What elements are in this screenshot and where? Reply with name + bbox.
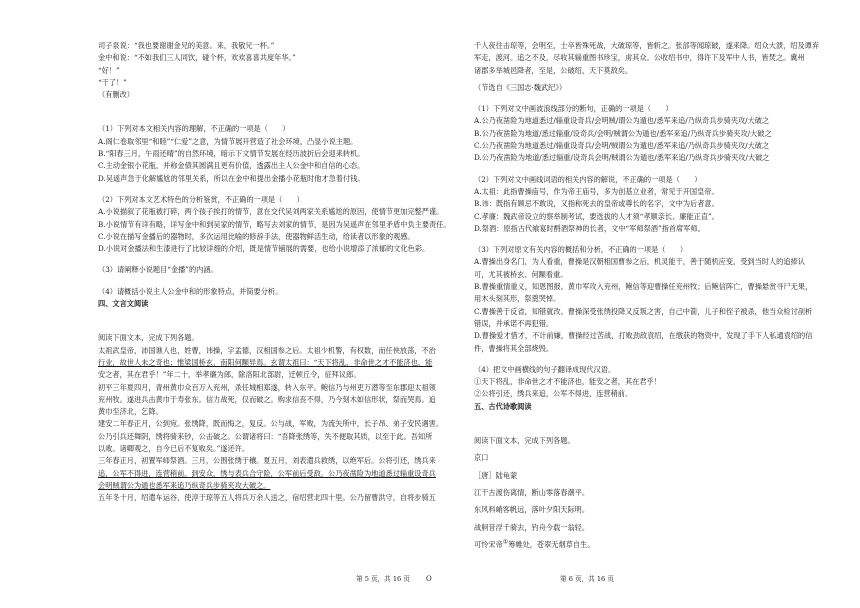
poem-line-start: 可怜宋帝 — [474, 539, 503, 549]
option: C.孝廉：魏武帝设立的察举制考试，要选拔的人才须“孝顺亲长、廉能正直”。 — [474, 211, 719, 221]
option: 可，尤其被桥玄、何颙看重。 — [474, 269, 568, 279]
question-stem: （2）下列对文中画线词语的相关内容的解说，不正确的一项是（ ） — [474, 174, 702, 184]
option: 用木头刻其形，祭奠哭悼。 — [474, 294, 561, 304]
translation-item: ①天下将乱，非命世之才不能济也，能安之者，其在君乎！ — [474, 377, 661, 387]
text-line: 金中和说：“不如我们三人同饮，碰个杯，欢欢喜喜共度年华。” — [98, 53, 296, 63]
passage-line: 行业，故世人未之奇也；惟梁国桥玄、南阳何颙异焉。玄谓太祖曰：“天下将乱，非命世之才不能济也，能 — [98, 357, 433, 367]
section-heading: 四、文言文阅读 — [98, 299, 149, 309]
passage-line: 诸郡多举城邑降者，至是，公破绍，天下莫敌矣。 — [474, 65, 633, 75]
passage-continuation — [474, 40, 820, 77]
text-line: 司子泉说：“我也要谢谢金兄的美意。来，我敬兄一杯。” — [98, 41, 275, 50]
passage-line: 兖州牧。遂进兵击黄巾于寿张东。信力战死，仅而破之。购求信丧不得，乃今刻木如信形状，祭而哭焉。追 — [98, 394, 436, 404]
option: C.曹操善于反省，知错就改。曹操深受张绣投降又反叛之害，自己中箭，儿子和侄子被杀，他当众检讨剖析 — [474, 306, 813, 316]
binding-mark: O — [426, 575, 432, 583]
option: B.小说情节有详有略，详写金中和到吴家的情节，略写去刘家的情节，是因为吴遥声在邻里矛盾中负主要责任。 — [98, 219, 451, 229]
poem-title: 京口 — [474, 453, 489, 463]
passage-line: 以败。诸卿观之，自今已后不复败矣。”遂还许。 — [98, 444, 250, 454]
option: A.曹操出身名门，为人看重，曹操是汉朝相国曹参之后，机灵能干，善于随机应变，受到当时人的追捧认 — [474, 257, 805, 267]
section-heading: 五、古代诗歌阅读 — [474, 401, 532, 411]
passage-line: 五年冬十月，绍遣车运谷，使淳于琼等五人将兵万余人送之，宿绍营北四十里。公乃留曹洪守，自将步骑五 — [98, 493, 436, 503]
passage-line: 会明贼谓公为遁也悉军来追乃纵奇兵步骑夹攻大破之。 — [98, 480, 271, 490]
translation-item: ②公将引还，绣兵来追，公军不得进，连营稍前。 — [474, 389, 633, 399]
option: C.公乃夜凿险为地道悉过/辎重设奇兵/会明/贼谓公为遁也/悉军来追/乃纵奇兵步骑夹攻/大破之 — [474, 141, 770, 151]
question-stem: （2）下列对本文艺术特色的分析鉴赏，不正确的一项是（ ） — [98, 194, 304, 204]
right-page — [474, 40, 820, 551]
poem-line: 东风料峭客帆远，落叶夕阳天际明。 — [474, 505, 590, 515]
option: D.曹操爱才惜才，不计前嫌，曹操经过苦战，打败劲敌袁绍，在缴获的物资中，发现了手下人私通袁绍的信 — [474, 331, 813, 341]
option: D.吴遥声急于化解尴尬的邻里关系，所以在金中和提出金播小花瓶时他才急着付钱。 — [98, 173, 365, 183]
passage-line: 建安二年春正月，公到宛。张绣降，既而悔之，复反。公与战，军败，为流矢所中，长子昂、弟子安民遇害。 — [98, 419, 444, 429]
passage-line: 初平三年夏四月，青州黄巾众百万入兖州，杀任城相郑遂，转入东平。鲍信乃与州吏万潜等至东郡迎太祖领 — [98, 382, 436, 392]
poem-author: ［唐］陆龟蒙 — [474, 470, 518, 480]
option: B.曹操重情重义，知恩图报。黄巾军攻入兖州，鲍信等迎曹操任兖州牧；后鲍信阵亡，曹操悬赏寻尸无果， — [474, 282, 813, 292]
poem-line-end: 筹帷处，苍翠无烟草自生。 — [508, 539, 595, 549]
text-line: “好！” — [98, 65, 120, 75]
option: A.太祖：此指曹操庙号，作为帝王庙号，多为创基立业者，常见于开国皇帝。 — [474, 186, 719, 196]
option: 件，曹操将其全部烧毁。 — [474, 343, 554, 353]
option: B.“阳春三月，午雨还晴”的自然环境，暗示下文情节发展在经历波折后会迎来转机。 — [98, 149, 365, 159]
poem-line: 战舸昔浮千骑去，钓舟今载一翁轻。 — [474, 522, 590, 532]
passage-line: 追，公军不得进，连营稍前。到安众，绣与表兵合守险，公军前后受敌。公乃夜凿险为地道悉过辎重设奇兵 — [98, 468, 436, 478]
reading-instruction: 阅读下面文本，完成下列各题。 — [98, 333, 199, 343]
question-stem: （1）下列对文中画波浪线部分的断句，正确的一项是（ ） — [474, 104, 673, 114]
option: B.讳：既指有顾忌不敢说，又指称死去的皇帝或尊长的名字，文中为后者意。 — [474, 199, 719, 209]
footnote-marker: ① — [502, 538, 509, 546]
question-stem: （1）下列对本文相关内容的理解，不正确的一项是（ ） — [98, 124, 290, 134]
passage-line: 安之者，其在君乎！”年二十，举孝廉为郎，除洛阳北部尉，迁顿丘令，征拜议郎。 — [98, 370, 361, 380]
question-3 — [474, 244, 813, 355]
question-2 — [98, 194, 466, 255]
classical-passage — [98, 345, 466, 505]
poem-line: 江干古渡伤离情，断山零落春潮平。 — [474, 487, 590, 497]
passage-line: 军走，渡河。追之不及，尽收其辎重图书珍宝，虏其众。公收绍书中，得许下及军中人书，皆焚之。冀州 — [474, 53, 805, 63]
question-3: （3）请阐释小说题目“金播”的内涵。 — [98, 265, 218, 275]
passage-line: 公乃引兵还舞阴，绣将骑来钞，公击破之。公谓诸将曰：“吾降张绣等，失不便取其质，以至于此。吾知所 — [98, 431, 433, 441]
question-1 — [474, 103, 774, 164]
option: 错误，并承诺不再犯错。 — [474, 318, 554, 328]
question-2 — [474, 174, 774, 235]
question-1 — [98, 123, 466, 184]
option: D.小说对金播法和生漆进行了比较详细的介绍，既是情节铺展的需要，也给小说增添了浓郁的文化色彩。 — [98, 244, 430, 254]
passage-line: 黄巾至济北，乞降。 — [98, 407, 163, 417]
page-number-right: 第 6 页，共 16 页 — [560, 575, 614, 583]
option: A.小说描叙了花瓶被打碎，两个孩子挨打的情节，意在交代吴刘两家关系尴尬的原因，使情节更加完整严谨。 — [98, 207, 444, 217]
page-number-left: 第 5 页，共 16 页 — [356, 575, 410, 583]
option: C.主动金银小花瓶，并称金债其圆满且更有价值，透露出主人公金中和自信的心态。 — [98, 161, 365, 171]
option: B.公乃夜凿险为地道/悉过辎重/设奇兵/会明/贼谓公为遁也/悉军来追/乃纵奇兵步骑夹攻/大破之 — [474, 128, 772, 138]
option: D.祭酒：原指古代飨宴时酹酒祭神的长者，文中“军师祭酒”指首席军师。 — [474, 223, 705, 233]
option: A.阁仁卷取邻里“和睦”“仁爱”之意，为情节展开营造了社会环境，凸显小说主题。 — [98, 136, 358, 146]
story-ending — [98, 40, 466, 101]
source-note: （有删改） — [98, 90, 134, 100]
question-stem: （4）把文中画横线的句子翻译成现代汉语。 — [474, 364, 616, 374]
left-page — [98, 40, 466, 505]
question-4 — [474, 364, 774, 401]
poem-line — [474, 539, 774, 551]
option: C.小说在描写金播后的器物时，多次运用比喻的修辞手法，使器物鲜活生动，给读者以形象的观感。 — [98, 231, 415, 241]
passage-line: 三年春正月，初置军师祭酒。三月，公围张绣于穰。夏五月，刘表遣兵救绣，以绝军后。公将引还，绣兵来 — [98, 456, 436, 466]
option: D.公乃夜凿险为地道/悉过辎重/设奇兵会明/贼谓公为遁也/悉军来追/乃纵奇兵步骑夹攻/大破之 — [474, 153, 770, 163]
reading-instruction: 阅读下面文本，完成下列各题。 — [474, 436, 575, 446]
text-line: “干了！” — [98, 77, 127, 87]
question-stem: （3）下列对原文有关内容的概括和分析，不正确的一项是（ ） — [474, 245, 688, 255]
option: A.公乃夜凿险为地道悉过/辎重设奇兵/会明贼/谓公为遁也/悉军来追/乃纵奇兵步骑夹攻/大破之 — [474, 116, 770, 126]
passage-line: 千人夜往击琼等，会明至，士卒皆殊死战，大破琼等，皆斩之。张郃等闻琼破，遂来降。绍众大溃，绍及谭弃 — [474, 41, 820, 50]
question-4: （4）请概括小说主人公金中和的形象特点，并简要分析。 — [98, 286, 283, 296]
source-note: （节选自《三国志·魏武纪》） — [474, 82, 567, 92]
poem — [474, 452, 774, 551]
passage-line: 太祖武皇帝，沛国谯人也，姓曹，讳操，字孟德，汉相国参之后。太祖少机警，有权数，而任侠放荡，不治 — [98, 345, 436, 355]
